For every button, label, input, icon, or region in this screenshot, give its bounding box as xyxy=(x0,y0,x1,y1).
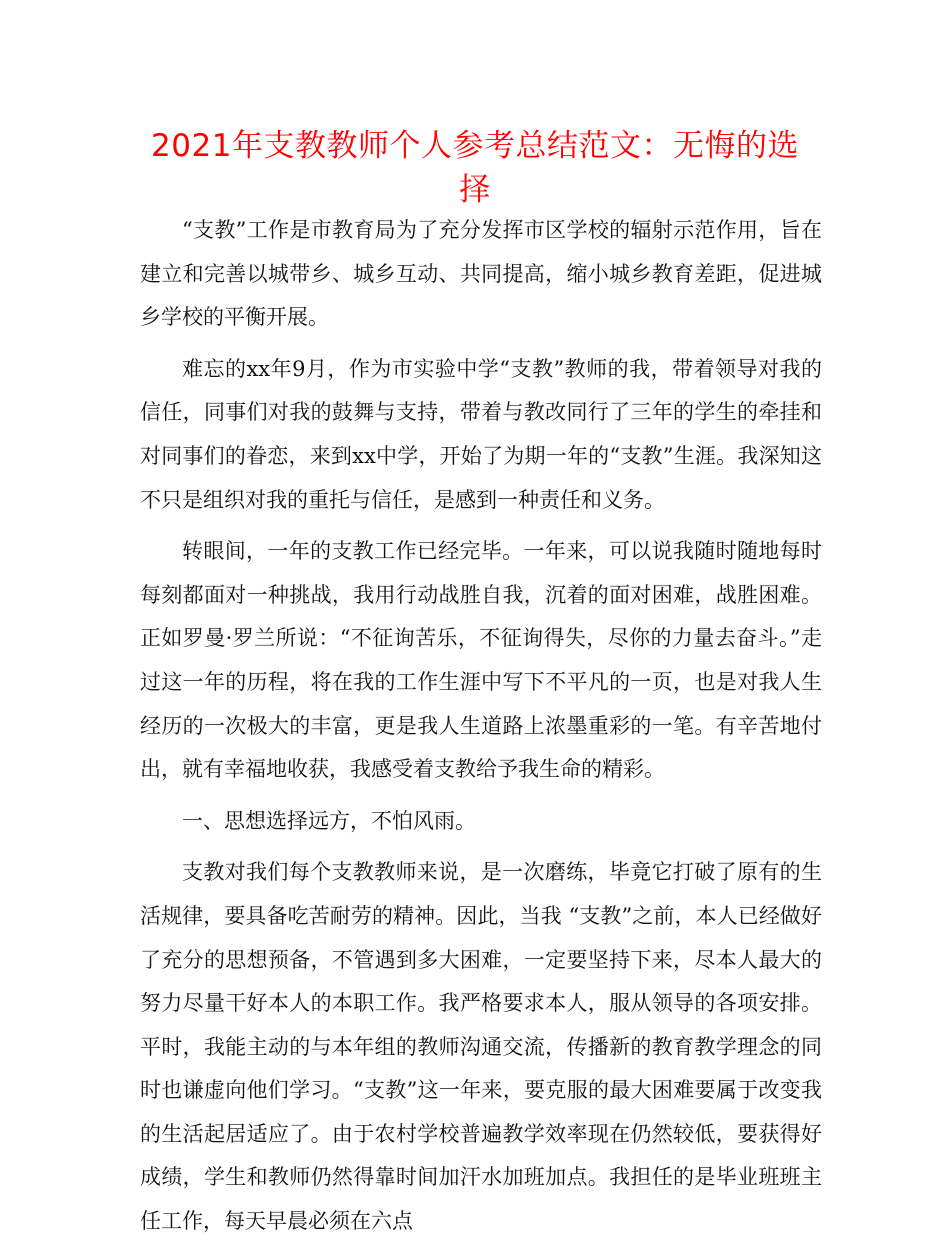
document-title: 2021年支教教师个人参考总结范文：无悔的选择 xyxy=(151,128,799,208)
paragraph-reflection: 转眼间，一年的支教工作已经完毕。一年来，可以说我随时随地每时每刻都面对一种挑战，我用行动战胜自我，沉着的面对困难，战胜困难。正如罗曼·罗兰所说：“不征询苦乐，不征询得失，尽你的力量去奋斗。”走过这一年的历程，将在我的工作生涯中写下不平凡的一页，也是对我人生经历的一次极大的丰富，更是我人生道路上浓墨重彩的一笔。有辛苦地付出，就有幸福地收获，我感受着支教给予我生命的精彩。 xyxy=(140,539,822,782)
document-body xyxy=(140,209,822,1252)
section-heading-1: 一、思想选择远方，不怕风雨。 xyxy=(182,808,476,833)
paragraph-section-1: 支教对我们每个支教教师来说，是一次磨练，毕竟它打破了原有的生活规律，要具备吃苦耐劳的精神。因此，当我 “支教”之前，本人已经做好了充分的思想预备，不管遇到多大困难，一定要坚持下来，尽本人最大的努力尽量干好本人的本职工作。我严格要求本人，服从领导的各项安排。平时，我能主动的与本年组的教师沟通交流，传播新的教育教学理念的同时也谦虚向他们学习。“支教”这一年来，要克服的最大困难要属于改变我的生活起居适应了。由于农村学校普遍教学效率现在仍然较低，要获得好成绩，学生和教师仍然得靠时间加汗水加班加点。我担任的是毕业班班主任工作，每天早晨必须在六点 xyxy=(140,860,822,1234)
paragraph-intro: “支教”工作是市教育局为了充分发挥市区学校的辐射示范作用，旨在建立和完善以城带乡、城乡互动、共同提高，缩小城乡教育差距，促进城乡学校的平衡开展。 xyxy=(140,218,822,330)
paragraph-arrival: 难忘的xx年9月，作为市实验中学“支教”教师的我，带着领导对我的信任，同事们对我的鼓舞与支持，带着与教改同行了三年的学生的牵挂和对同事们的眷恋，来到xx中学，开始了为期一年的“支教”生涯。我深知这不只是组织对我的重托与信任，是感到一种责任和义务。 xyxy=(140,356,822,512)
